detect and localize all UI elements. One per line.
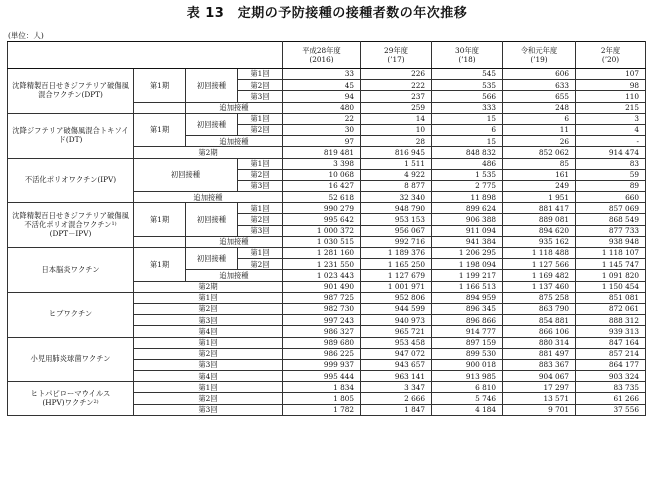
table-row xyxy=(8,248,646,259)
value-cell: 1 150 454 xyxy=(576,281,646,292)
value-cell: 655 xyxy=(503,91,576,102)
value-cell: 1 000 372 xyxy=(283,225,361,236)
value-cell: 848 832 xyxy=(432,147,503,158)
dose-number-cell: 第1回 xyxy=(134,337,283,348)
table-row xyxy=(8,113,646,124)
value-cell: 11 xyxy=(503,124,576,135)
dose-type-cell: 初回接種 xyxy=(186,113,238,135)
value-cell: 899 624 xyxy=(432,203,503,214)
value-cell: 894 959 xyxy=(432,292,503,303)
value-cell: 880 314 xyxy=(503,337,576,348)
value-cell: 819 481 xyxy=(283,147,361,158)
value-cell: 4 922 xyxy=(361,169,432,180)
period-cell: 第2期 xyxy=(134,281,283,292)
value-cell: 6 xyxy=(503,113,576,124)
value-cell: 901 490 xyxy=(283,281,361,292)
value-cell: 17 297 xyxy=(503,382,576,393)
value-cell: 10 068 xyxy=(283,169,361,180)
value-cell: 1 231 550 xyxy=(283,259,361,270)
value-cell: 852 062 xyxy=(503,147,576,158)
value-cell: 995 642 xyxy=(283,214,361,225)
value-cell: 986 225 xyxy=(283,348,361,359)
value-cell: 226 xyxy=(361,69,432,80)
value-cell: 16 427 xyxy=(283,180,361,191)
value-cell: 259 xyxy=(361,102,432,113)
value-cell: 875 258 xyxy=(503,292,576,303)
value-cell: 5 746 xyxy=(432,393,503,404)
value-cell: 10 xyxy=(361,124,432,135)
value-cell: 15 xyxy=(432,136,503,147)
value-cell: 2 666 xyxy=(361,393,432,404)
value-cell: 864 177 xyxy=(576,359,646,370)
table-row xyxy=(8,69,646,80)
value-cell: 2 775 xyxy=(432,180,503,191)
value-cell: 1 511 xyxy=(361,158,432,169)
table-row xyxy=(8,158,646,169)
value-cell: 9 701 xyxy=(503,404,576,415)
value-cell: 59 xyxy=(576,169,646,180)
vaccine-name-je: 日本脳炎ワクチン xyxy=(8,248,134,293)
dose-type-cell: 追加接種 xyxy=(186,102,283,113)
year-header: 29年度 (’17) xyxy=(361,42,432,69)
dose-type-cell: 追加接種 xyxy=(186,236,283,247)
value-cell: 1 030 515 xyxy=(283,236,361,247)
value-cell: 1 535 xyxy=(432,169,503,180)
value-cell: 15 xyxy=(432,113,503,124)
dose-number-cell: 第2回 xyxy=(238,80,283,91)
value-cell: 956 067 xyxy=(361,225,432,236)
value-cell: 3 398 xyxy=(283,158,361,169)
value-cell: 486 xyxy=(432,158,503,169)
value-cell: 913 985 xyxy=(432,371,503,382)
dose-number-cell: 第2回 xyxy=(238,169,283,180)
value-cell: 989 680 xyxy=(283,337,361,348)
value-cell: 911 094 xyxy=(432,225,503,236)
value-cell: 857 069 xyxy=(576,203,646,214)
value-cell: 61 266 xyxy=(576,393,646,404)
value-cell: 872 061 xyxy=(576,303,646,314)
value-cell: 6 xyxy=(432,124,503,135)
value-cell: 906 388 xyxy=(432,214,503,225)
value-cell: 963 141 xyxy=(361,371,432,382)
value-cell: 1 118 488 xyxy=(503,248,576,259)
value-cell: 938 948 xyxy=(576,236,646,247)
value-cell: 939 313 xyxy=(576,326,646,337)
value-cell: 896 866 xyxy=(432,315,503,326)
dose-number-cell: 第4回 xyxy=(134,371,283,382)
dose-number-cell: 第1回 xyxy=(238,248,283,259)
value-cell: 997 243 xyxy=(283,315,361,326)
table-row xyxy=(8,382,646,393)
value-cell: 935 162 xyxy=(503,236,576,247)
value-cell: 94 xyxy=(283,91,361,102)
dose-number-cell: 第1回 xyxy=(238,203,283,214)
value-cell: 535 xyxy=(432,80,503,91)
value-cell: 987 725 xyxy=(283,292,361,303)
dose-number-cell: 第3回 xyxy=(134,359,283,370)
value-cell: 1 127 679 xyxy=(361,270,432,281)
value-cell: 13 571 xyxy=(503,393,576,404)
value-cell: 97 xyxy=(283,136,361,147)
period-cell: 第1期 xyxy=(134,203,186,237)
value-cell: 28 xyxy=(361,136,432,147)
value-cell: 851 081 xyxy=(576,292,646,303)
vaccine-name-dt: 沈降ジフテリア破傷風混合トキソイド(DT) xyxy=(8,113,134,158)
value-cell: 1 198 094 xyxy=(432,259,503,270)
dose-number-cell: 第1回 xyxy=(134,292,283,303)
value-cell: 633 xyxy=(503,80,576,91)
dose-type-cell: 追加接種 xyxy=(134,192,283,203)
dose-type-cell: 追加接種 xyxy=(186,270,283,281)
value-cell: 1 169 482 xyxy=(503,270,576,281)
dose-number-cell: 第3回 xyxy=(238,225,283,236)
value-cell: 943 657 xyxy=(361,359,432,370)
dose-number-cell: 第1回 xyxy=(238,113,283,124)
value-cell: 952 806 xyxy=(361,292,432,303)
value-cell: 1 137 460 xyxy=(503,281,576,292)
value-cell: 4 xyxy=(576,124,646,135)
value-cell: 22 xyxy=(283,113,361,124)
value-cell: 947 072 xyxy=(361,348,432,359)
value-cell: 248 xyxy=(503,102,576,113)
value-cell: 1 127 566 xyxy=(503,259,576,270)
value-cell: 953 458 xyxy=(361,337,432,348)
value-cell: 948 790 xyxy=(361,203,432,214)
value-cell: 1 165 250 xyxy=(361,259,432,270)
value-cell: 899 530 xyxy=(432,348,503,359)
value-cell: 877 733 xyxy=(576,225,646,236)
value-cell: 52 618 xyxy=(283,192,361,203)
value-cell: 33 xyxy=(283,69,361,80)
value-cell: 14 xyxy=(361,113,432,124)
vaccine-name-ipv: 不活化ポリオワクチン(IPV) xyxy=(8,158,134,203)
value-cell: 1 023 443 xyxy=(283,270,361,281)
value-cell: 660 xyxy=(576,192,646,203)
value-cell: 237 xyxy=(361,91,432,102)
year-header: 平成28年度 (2016) xyxy=(283,42,361,69)
dose-type-cell: 初回接種 xyxy=(186,203,238,237)
value-cell: 566 xyxy=(432,91,503,102)
value-cell: 965 721 xyxy=(361,326,432,337)
dose-number-cell: 第2回 xyxy=(134,348,283,359)
value-cell: 889 081 xyxy=(503,214,576,225)
table-title: 表 13 定期の予防接種の接種者数の年次推移 xyxy=(186,6,468,21)
value-cell: 606 xyxy=(503,69,576,80)
dose-type-cell: 追加接種 xyxy=(186,136,283,147)
value-cell: 944 599 xyxy=(361,303,432,314)
value-cell: 897 159 xyxy=(432,337,503,348)
unit-label: (単位：人) xyxy=(8,31,44,40)
value-cell: - xyxy=(576,136,646,147)
value-cell: 888 312 xyxy=(576,315,646,326)
value-cell: 914 777 xyxy=(432,326,503,337)
dose-number-cell: 第1回 xyxy=(134,382,283,393)
value-cell: 982 730 xyxy=(283,303,361,314)
value-cell: 32 340 xyxy=(361,192,432,203)
period-cell: 第1期 xyxy=(134,69,186,103)
dose-number-cell: 第2回 xyxy=(238,214,283,225)
year-header: 30年度 (’18) xyxy=(432,42,503,69)
vaccination-table xyxy=(7,41,646,416)
value-cell: 816 945 xyxy=(361,147,432,158)
vaccine-name-dpt-ipv: 沈降精製百日せきジフテリア破傷風不活化ポリオ混合ワクチン$^{1)}$ (DPT－IPV) xyxy=(8,203,134,248)
dose-type-cell: 初回接種 xyxy=(186,69,238,103)
value-cell: 45 xyxy=(283,80,361,91)
value-cell: 6 810 xyxy=(432,382,503,393)
value-cell: 866 106 xyxy=(503,326,576,337)
value-cell: 1 166 513 xyxy=(432,281,503,292)
value-cell: 896 345 xyxy=(432,303,503,314)
vaccine-name-pcv: 小児用肺炎球菌ワクチン xyxy=(8,337,134,382)
value-cell: 1 847 xyxy=(361,404,432,415)
value-cell: 868 549 xyxy=(576,214,646,225)
vaccine-name-hib: ヒブワクチン xyxy=(8,292,134,337)
dose-number-cell: 第3回 xyxy=(238,91,283,102)
value-cell: 1 834 xyxy=(283,382,361,393)
value-cell: 83 735 xyxy=(576,382,646,393)
value-cell: 894 620 xyxy=(503,225,576,236)
value-cell: 83 xyxy=(576,158,646,169)
value-cell: 990 279 xyxy=(283,203,361,214)
value-cell: 903 324 xyxy=(576,371,646,382)
value-cell: 1 951 xyxy=(503,192,576,203)
value-cell: 110 xyxy=(576,91,646,102)
value-cell: 881 497 xyxy=(503,348,576,359)
dose-number-cell: 第1回 xyxy=(238,158,283,169)
table-row xyxy=(8,337,646,348)
year-header: 令和元年度 (’19) xyxy=(503,42,576,69)
header-row xyxy=(8,42,646,69)
value-cell: 883 367 xyxy=(503,359,576,370)
vaccine-name-hpv: ヒトパピローマウイルス (HPV)ワクチン$^{2)}$ xyxy=(8,382,134,416)
dose-number-cell: 第2回 xyxy=(134,303,283,314)
value-cell: 333 xyxy=(432,102,503,113)
value-cell: 107 xyxy=(576,69,646,80)
value-cell: 37 556 xyxy=(576,404,646,415)
value-cell: 98 xyxy=(576,80,646,91)
value-cell: 854 881 xyxy=(503,315,576,326)
period-cell: 第1期 xyxy=(134,248,186,282)
value-cell: 953 153 xyxy=(361,214,432,225)
value-cell: 3 347 xyxy=(361,382,432,393)
value-cell: 1 805 xyxy=(283,393,361,404)
value-cell: 847 164 xyxy=(576,337,646,348)
value-cell: 222 xyxy=(361,80,432,91)
table-row xyxy=(8,292,646,303)
value-cell: 1 001 971 xyxy=(361,281,432,292)
value-cell: 941 384 xyxy=(432,236,503,247)
value-cell: 26 xyxy=(503,136,576,147)
value-cell: 995 444 xyxy=(283,371,361,382)
value-cell: 900 018 xyxy=(432,359,503,370)
value-cell: 999 937 xyxy=(283,359,361,370)
value-cell: 30 xyxy=(283,124,361,135)
value-cell: 863 790 xyxy=(503,303,576,314)
value-cell: 480 xyxy=(283,102,361,113)
value-cell: 89 xyxy=(576,180,646,191)
year-header: 2年度 (’20) xyxy=(576,42,646,69)
value-cell: 1 281 160 xyxy=(283,248,361,259)
value-cell: 940 973 xyxy=(361,315,432,326)
value-cell: 986 327 xyxy=(283,326,361,337)
value-cell: 11 898 xyxy=(432,192,503,203)
value-cell: 85 xyxy=(503,158,576,169)
dose-number-cell: 第2回 xyxy=(134,393,283,404)
value-cell: 4 184 xyxy=(432,404,503,415)
value-cell: 1 782 xyxy=(283,404,361,415)
value-cell: 992 716 xyxy=(361,236,432,247)
value-cell: 8 877 xyxy=(361,180,432,191)
value-cell: 1 199 217 xyxy=(432,270,503,281)
dose-number-cell: 第3回 xyxy=(134,315,283,326)
value-cell: 904 067 xyxy=(503,371,576,382)
period-cell: 第2期 xyxy=(134,147,283,158)
value-cell: 1 118 107 xyxy=(576,248,646,259)
value-cell: 3 xyxy=(576,113,646,124)
value-cell: 914 474 xyxy=(576,147,646,158)
value-cell: 857 214 xyxy=(576,348,646,359)
dose-number-cell: 第2回 xyxy=(238,259,283,270)
value-cell: 545 xyxy=(432,69,503,80)
value-cell: 215 xyxy=(576,102,646,113)
dose-number-cell: 第4回 xyxy=(134,326,283,337)
dose-number-cell: 第3回 xyxy=(238,180,283,191)
value-cell: 1 145 747 xyxy=(576,259,646,270)
period-cell: 第1期 xyxy=(134,113,186,147)
vaccine-name-dpt: 沈降精製百日せきジフテリア破傷風混合ワクチン(DPT) xyxy=(8,69,134,114)
value-cell: 881 417 xyxy=(503,203,576,214)
header-blank xyxy=(8,42,283,69)
value-cell: 1 206 295 xyxy=(432,248,503,259)
dose-number-cell: 第3回 xyxy=(134,404,283,415)
value-cell: 1 091 820 xyxy=(576,270,646,281)
dose-type-cell: 初回接種 xyxy=(134,158,238,192)
value-cell: 161 xyxy=(503,169,576,180)
table-row xyxy=(8,203,646,214)
dose-type-cell: 初回接種 xyxy=(186,248,238,270)
dose-number-cell: 第1回 xyxy=(238,69,283,80)
value-cell: 1 189 376 xyxy=(361,248,432,259)
value-cell: 249 xyxy=(503,180,576,191)
dose-number-cell: 第2回 xyxy=(238,124,283,135)
